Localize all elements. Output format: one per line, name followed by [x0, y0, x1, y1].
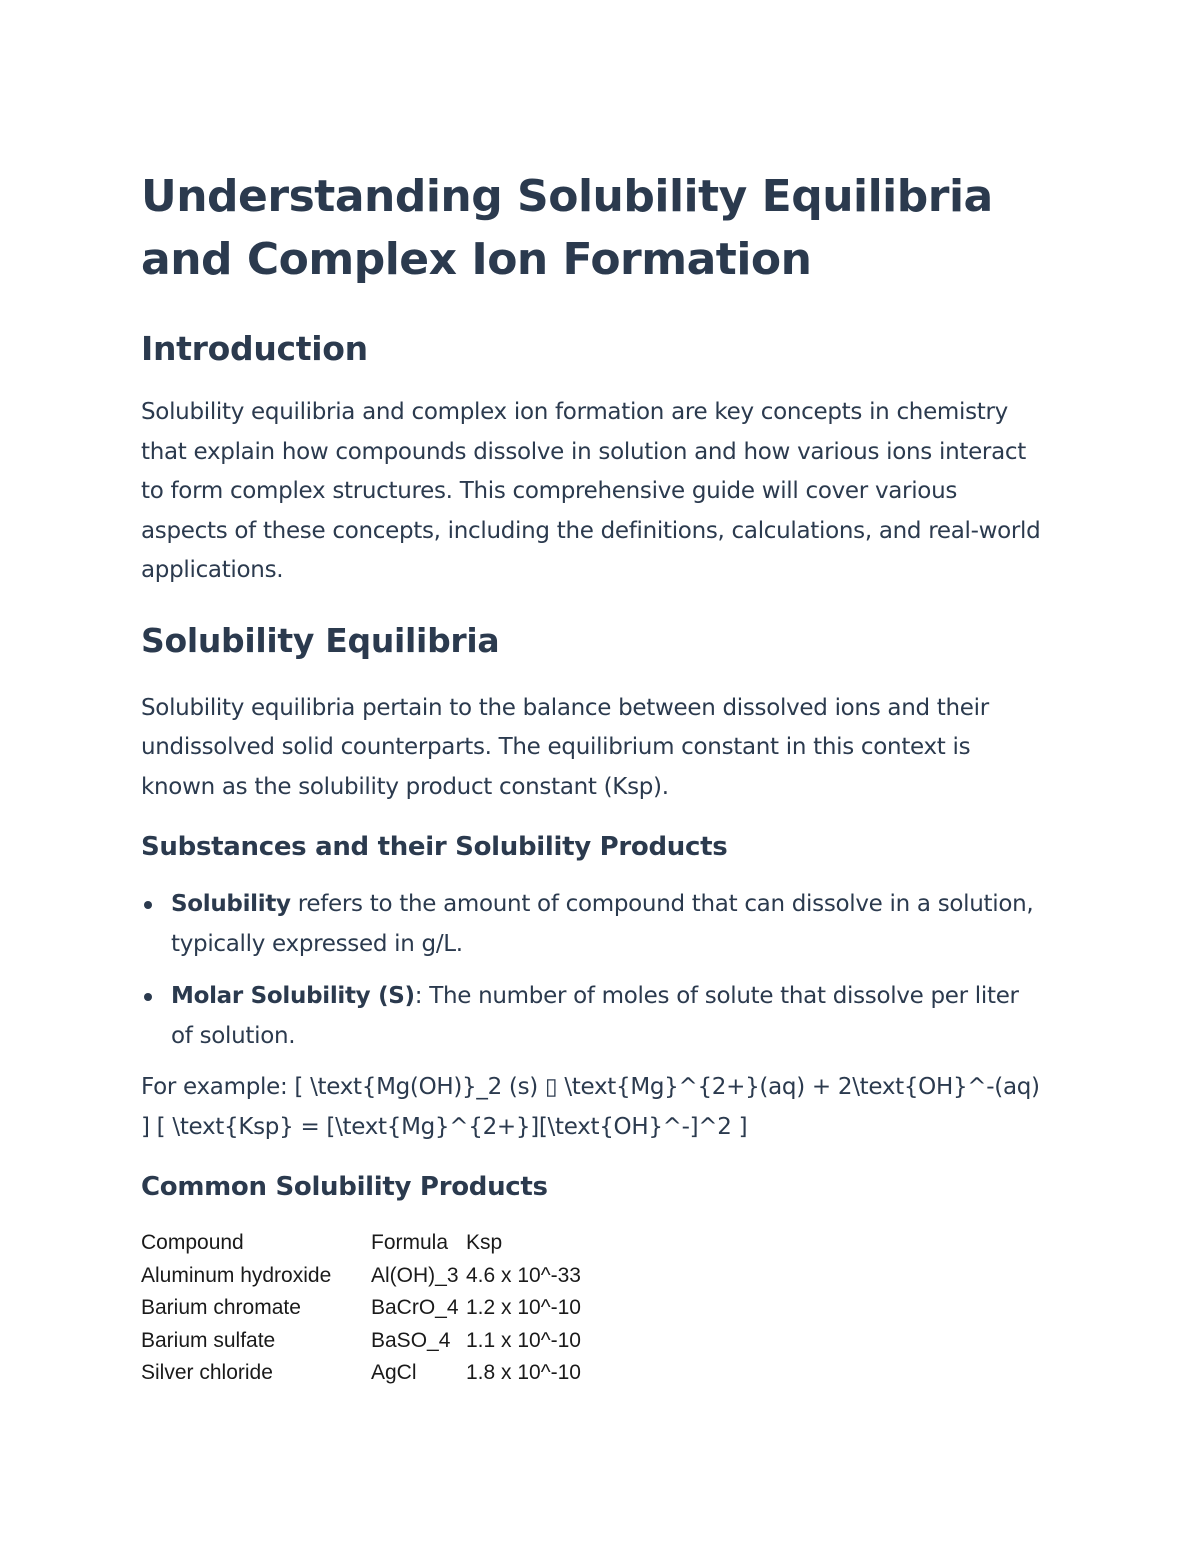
table-cell: Barium chromate: [141, 1296, 301, 1320]
solubility-equilibria-heading: Solubility Equilibria: [141, 620, 500, 660]
bullet-text: : The number of moles of solute that dissolve per liter of solution.: [171, 983, 1019, 1049]
bullet-text: refers to the amount of compound that can dissolve in a solution, typically expressed in g/L.: [171, 891, 1034, 957]
table-cell: Barium sulfate: [141, 1328, 276, 1352]
document-title: Understanding Solubility Equilibria and Complex Ion Formation: [141, 171, 993, 285]
document-page: [141, 165, 1041, 1390]
table-cell: BaSO_4: [371, 1328, 451, 1352]
introduction-paragraph: Solubility equilibria and complex ion formation are key concepts in chemistry that explain how compounds dissolve in solution and how various ions interact to form complex structures. This comprehensive guide will cover various aspects of these concepts, including the definitions, calculations, and real-world applications.: [141, 399, 1041, 583]
solubility-table: [141, 1227, 581, 1390]
bullet-icon: [144, 993, 152, 1001]
list-item: [141, 977, 1041, 1056]
definition-list: [141, 885, 1041, 1056]
table-cell: Silver chloride: [141, 1361, 273, 1385]
table-cell: BaCrO_4: [371, 1296, 459, 1320]
table-header-cell: Formula: [371, 1231, 449, 1255]
bullet-term: Molar Solubility (S): [171, 983, 415, 1009]
table-row: [141, 1357, 581, 1390]
introduction-heading: Introduction: [141, 329, 368, 368]
list-item: [141, 885, 1041, 964]
bullet-term: Solubility: [171, 891, 291, 917]
table-cell: Aluminum hydroxide: [141, 1263, 332, 1287]
solubility-equilibria-paragraph: Solubility equilibria pertain to the balance between dissolved ions and their undissolved solid counterparts. The equilibrium constant in this context is known as the solubility product constant (Ksp).: [141, 694, 989, 800]
table-cell: 4.6 x 10^-33: [466, 1263, 581, 1287]
bullet-icon: [144, 901, 152, 909]
table-cell: 1.1 x 10^-10: [466, 1328, 581, 1352]
table-cell: 1.8 x 10^-10: [466, 1361, 581, 1385]
table-cell: 1.2 x 10^-10: [466, 1296, 581, 1320]
substances-heading: Substances and their Solubility Products: [141, 832, 728, 862]
example-equation: For example: [ \text{Mg(OH)}_2 (s) ▯ \text{Mg}^{2+}(aq) + 2\text{OH}^-(aq) ] [ \text{Ksp} = [\text{Mg}^{2+}][\text{OH}^-]^2 ]: [141, 1074, 1040, 1140]
common-products-heading: Common Solubility Products: [141, 1172, 548, 1202]
table-header-row: [141, 1227, 581, 1260]
table-row: [141, 1325, 581, 1358]
table-row: [141, 1260, 581, 1293]
table-header-cell: Ksp: [466, 1231, 503, 1255]
table-header-cell: Compound: [141, 1231, 244, 1255]
table-row: [141, 1292, 581, 1325]
table-cell: AgCl: [371, 1361, 417, 1385]
table-cell: Al(OH)_3: [371, 1263, 459, 1287]
